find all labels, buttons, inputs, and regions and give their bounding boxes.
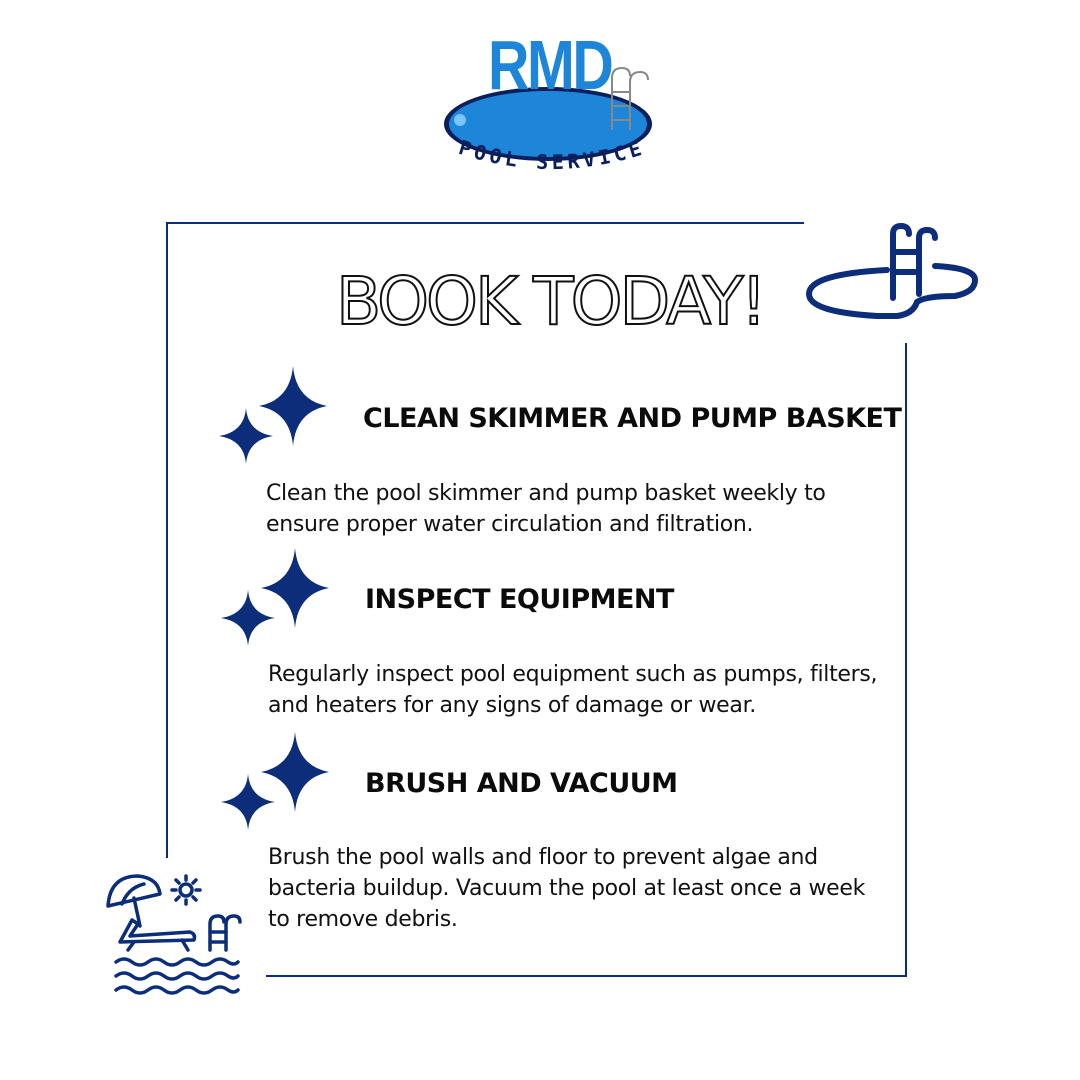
beach-lounger-icon (104, 870, 249, 995)
sparkle-icon (215, 366, 335, 481)
frame-top (166, 222, 804, 224)
sparkle-icon (217, 548, 337, 663)
logo-brand: RMD (488, 26, 612, 104)
logo-subtitle (452, 135, 652, 188)
logo-subtitle-text: POOL SERVICE (456, 135, 648, 175)
svg-text:POOL SERVICE (456, 135, 648, 174)
item-heading-vacuum: BRUSH AND VACUUM (365, 768, 678, 799)
item-body-skimmer: Clean the pool skimmer and pump basket weekly to ensure proper water circulation and filtration. (266, 481, 826, 537)
item-body-equipment: Regularly inspect pool equipment such as pumps, filters, and heaters for any signs of damage or wear. (268, 662, 878, 718)
item-heading-equipment: INSPECT EQUIPMENT (365, 584, 674, 615)
frame-bottom (266, 975, 907, 977)
page-title: BOOK TODAY! (335, 263, 764, 340)
frame-right (905, 343, 907, 977)
frame-left (166, 222, 168, 858)
item-body-vacuum: Brush the pool walls and floor to prevent algae and bacteria buildup. Vacuum the pool at least once a week to remove debris. (268, 845, 866, 932)
sparkle-icon (217, 732, 337, 847)
item-heading-skimmer: CLEAN SKIMMER AND PUMP BASKET (363, 403, 902, 434)
